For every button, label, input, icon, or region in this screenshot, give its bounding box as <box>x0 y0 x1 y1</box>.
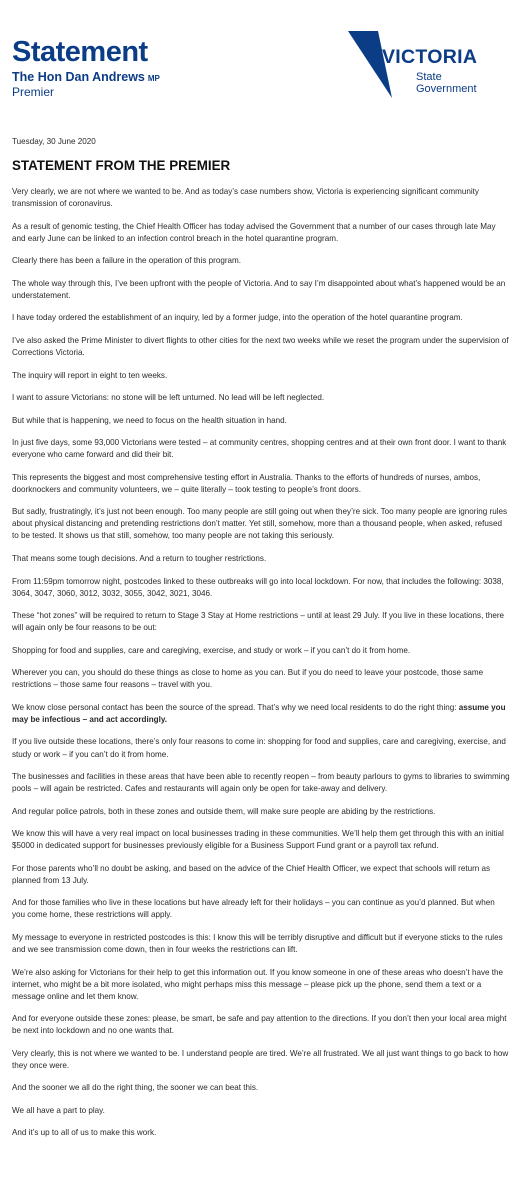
logo-state-text: State <box>416 71 442 83</box>
paragraph: These “hot zones” will be required to return to Stage 3 Stay at Home restrictions – until at least 29 July. If you live in these locations, there will again only be four reasons to be out: <box>12 611 505 633</box>
statement-heading: STATEMENT FROM THE PREMIER <box>12 158 231 174</box>
paragraph: As a result of genomic testing, the Chief Health Officer has today advised the Government that a number of our cases through late May and early June can be linked to an infection control breach in the hotel quarantine program. <box>12 221 496 243</box>
paragraph: We all have a part to play. <box>12 1105 105 1115</box>
statement-header <box>0 0 516 115</box>
paragraph: And the sooner we all do the right thing, the sooner we can beat this. <box>12 1083 259 1093</box>
paragraph-bold-text: assume you may be infectious – and act accordingly. <box>12 702 506 724</box>
paragraph: And regular police patrols, both in these zones and outside them, will make sure people are abiding by the restrictions. <box>12 806 436 816</box>
paragraph: And for everyone outside these zones: please, be smart, be safe and pay attention to the directions. If you don’t then your local area might be next into lockdown and no one wants that. <box>12 1014 507 1036</box>
logo-state-government-text <box>416 72 477 95</box>
statement-body <box>12 136 510 1150</box>
paragraph: And for those families who live in these locations but have already left for their holidays – you can continue as you’d planned. But when you come home, these restrictions will apply. <box>12 898 495 920</box>
paragraph: The whole way through this, I’ve been upfront with the people of Victoria. And to say I’m disappointed about what’s happened would be an understatement. <box>12 278 506 300</box>
statement-date: Tuesday, 30 June 2020 <box>12 137 96 146</box>
paragraph <box>12 702 510 726</box>
logo-government-text: Government <box>416 82 477 95</box>
paragraph: Very clearly, this is not where we wanted to be. I understand people are tired. We’re all frustrated. We all just want things to go back to how they once were. <box>12 1048 509 1070</box>
victoria-state-government-logo <box>348 30 508 102</box>
paragraph-text: We know close personal contact has been the source of the spread. That’s why we need local residents to do the right thing: <box>12 702 459 712</box>
paragraph: Shopping for food and supplies, care and caregiving, exercise, and study or work – if you can’t do it from home. <box>12 645 411 655</box>
paragraph: But while that is happening, we need to focus on the health situation in hand. <box>12 415 287 425</box>
paragraph: Clearly there has been a failure in the operation of this program. <box>12 256 242 266</box>
paragraph: Very clearly, we are not where we wanted to be. And as today’s case numbers show, Victoria is experiencing significant community transmission of coronavirus. <box>12 187 479 209</box>
statement-title: Statement <box>12 36 148 68</box>
paragraph: In just five days, some 93,000 Victorians were tested – at community centres, shopping centres and at their own front door. I want to thank everyone who came forward and did their bit. <box>12 438 507 460</box>
minister-role: Premier <box>12 85 55 99</box>
minister-name-text: The Hon Dan Andrews <box>12 70 145 84</box>
paragraph: For those parents who’ll no doubt be asking, and based on the advice of the Chief Health Officer, we expect that schools will return as planned from 13 July. <box>12 863 491 885</box>
minister-name <box>12 71 160 84</box>
paragraph: I’ve also asked the Prime Minister to divert flights to other cities for the next two weeks while we reset the program under the supervision of Corrections Victoria. <box>12 335 509 357</box>
minister-suffix: MP <box>147 74 160 83</box>
paragraph: I have today ordered the establishment of an inquiry, led by a former judge, into the operation of the hotel quarantine program. <box>12 313 463 323</box>
paragraph: That means some tough decisions. And a return to tougher restrictions. <box>12 553 267 563</box>
logo-victoria-text: VICTORIA <box>382 46 478 68</box>
paragraph: We’re also asking for Victorians for their help to get this information out. If you know someone in one of these areas who doesn’t have the internet, who might be a bit more isolated, who might perhaps miss this message – please pick up the phone, send them a text or a message online and let them know. <box>12 967 503 1001</box>
paragraph: We know this will have a very real impact on local businesses trading in these communities. We’ll help them get through this with an initial $5000 in dedicated support for businesses previously eligible for a Business Support Fund grant or a payroll tax refund. <box>12 829 504 851</box>
paragraph: The inquiry will report in eight to ten weeks. <box>12 370 168 380</box>
paragraph: But sadly, frustratingly, it’s just not been enough. Too many people are still going out when they’re sick. Too many people are ignoring rules about physical distancing and pretending restrictions don’t matter. Yet still, somehow, more than a thousand people, when asked, refused to be tested. It shows us that still, somehow, too many people are not taking this seriously. <box>12 507 508 541</box>
paragraph: I want to assure Victorians: no stone will be left unturned. No lead will be left neglected. <box>12 393 325 403</box>
paragraph: This represents the biggest and most comprehensive testing effort in Australia. Thanks to the efforts of hundreds of nurses, ambos, doorknockers and community volunteers, we – quite literally – took testing to people’s front doors. <box>12 472 481 494</box>
paragraph: And it’s up to all of us to make this work. <box>12 1128 157 1138</box>
paragraph: From 11:59pm tomorrow night, postcodes linked to these outbreaks will go into local lockdown. For now, that includes the following: 3038, 3064, 3047, 3060, 3012, 3032, 3055, 3042, 3021, 3046. <box>12 576 504 598</box>
paragraph: The businesses and facilities in these areas that have been able to recently reopen – from beauty parlours to gyms to libraries to swimming pools – will again be restricted. Cafes and restaurants will again only be open for take-away and delivery. <box>12 772 510 794</box>
paragraph: Wherever you can, you should do these things as close to home as you can. But if you do need to leave your postcode, those same restrictions – those same four reasons – travel with you. <box>12 668 484 690</box>
paragraph: My message to everyone in restricted postcodes is this: I know this will be terribly disruptive and difficult but if everyone sticks to the rules and we see transmission come down, then in four weeks the restrictions can lift. <box>12 932 503 955</box>
paragraph: If you live outside these locations, there’s only four reasons to come in: shopping for food and supplies, care and caregiving, exercise, and study or work – if you can’t do it from home. <box>12 737 506 759</box>
